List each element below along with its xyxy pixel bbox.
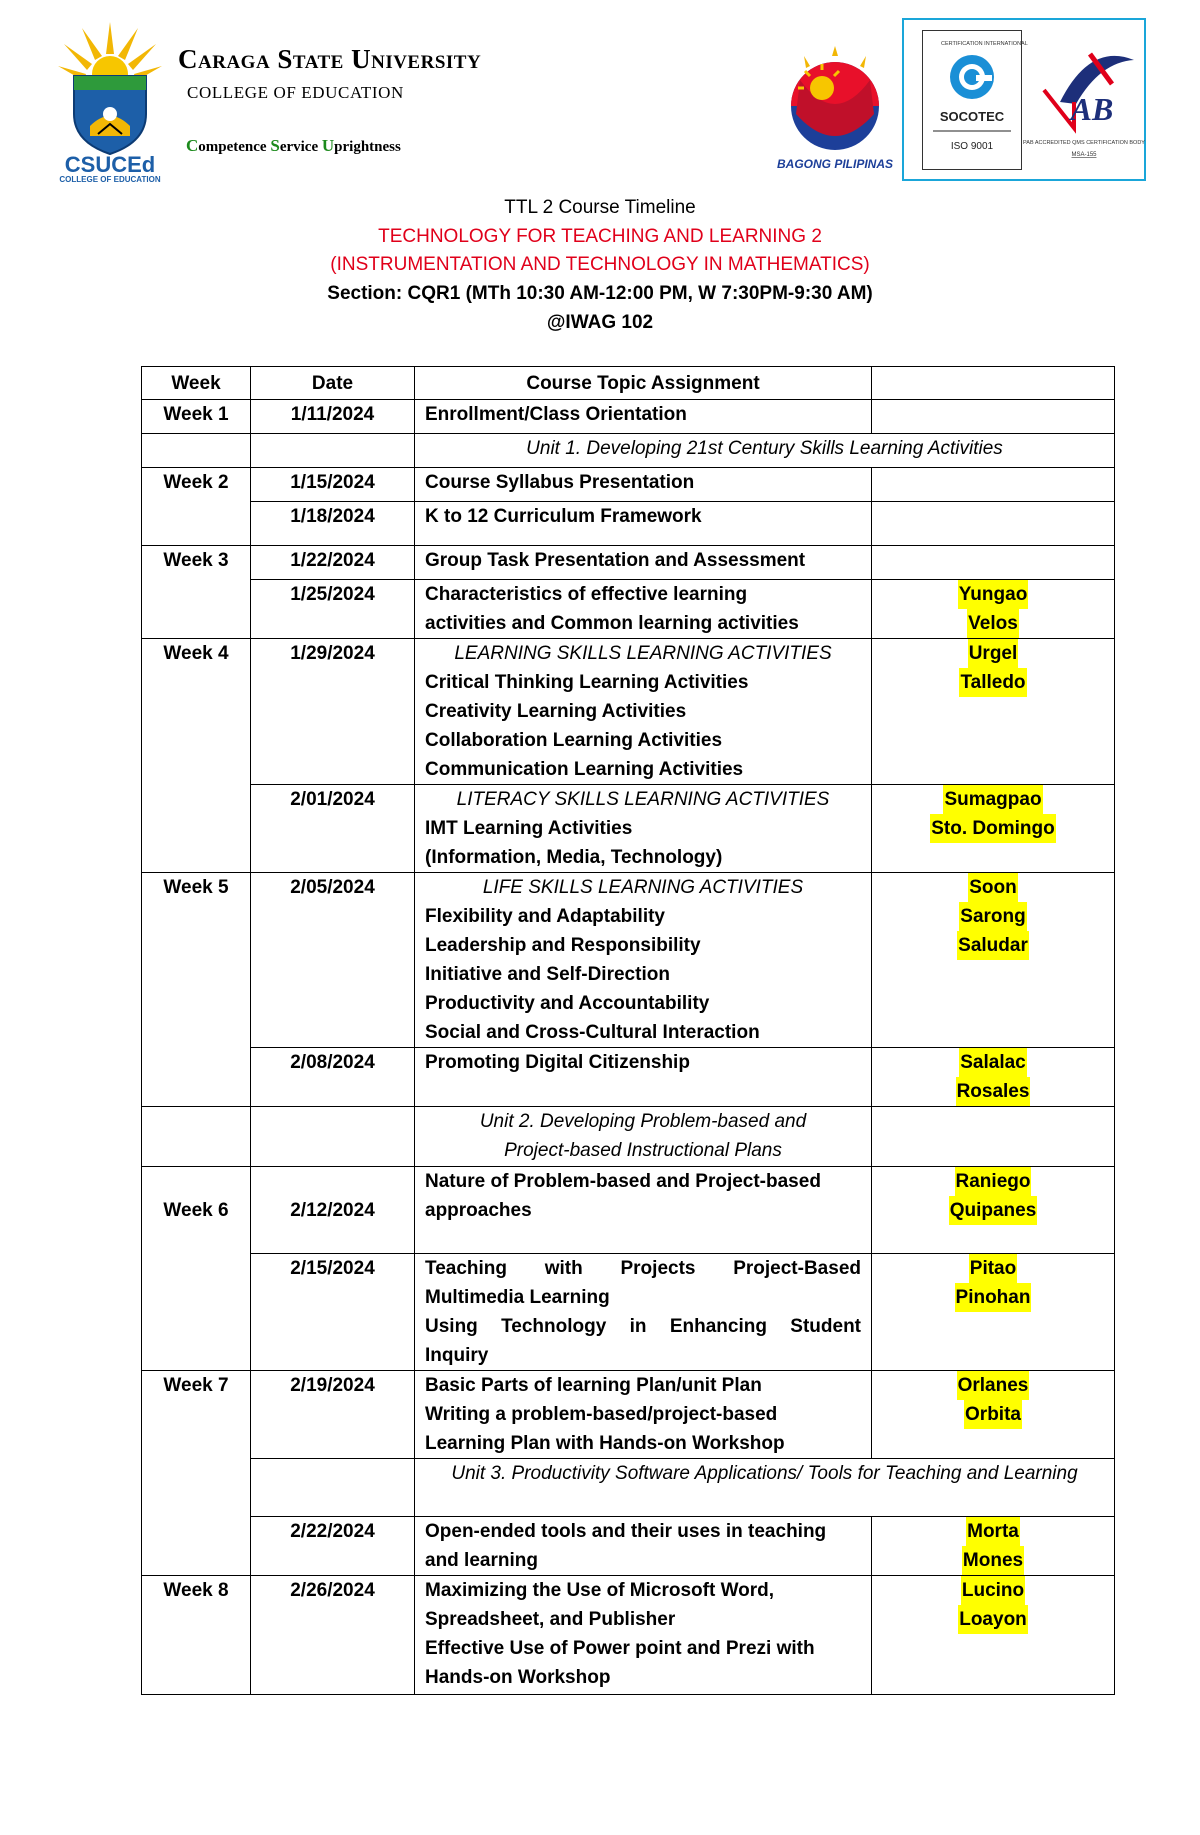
date-cell: 1/25/2024: [251, 580, 415, 639]
topic-line: Effective Use of Power point and Prezi with: [425, 1638, 815, 1659]
topic-line: Promoting Digital Citizenship: [425, 1052, 690, 1073]
topic-subheading: LIFE SKILLS LEARNING ACTIVITIES: [482, 877, 804, 898]
week-cell: Week 5: [142, 873, 251, 1107]
topic-cell: [415, 546, 872, 580]
student-name: Lucino: [961, 1576, 1025, 1605]
week-cell: Week 1: [142, 400, 251, 434]
socotec-name: SOCOTEC: [939, 109, 1005, 124]
topic-line: (Information, Media, Technology): [425, 847, 723, 868]
header-date: Date: [251, 367, 415, 400]
student-name: Yungao: [958, 580, 1029, 609]
letterhead: [0, 0, 1200, 190]
table-row: [142, 1371, 1115, 1459]
header-assignment: [872, 367, 1115, 400]
topic-line: K to 12 Curriculum Framework: [425, 506, 702, 527]
logo-subtitle: COLLEGE OF EDUCATION: [59, 175, 161, 184]
motto-word-3: prightness: [334, 139, 401, 155]
assignment-cell: [872, 1371, 1115, 1459]
topic-line: Characteristics of effective learning: [425, 584, 748, 605]
table-row: [142, 502, 1115, 546]
date-cell: 1/22/2024: [251, 546, 415, 580]
unit-row: [142, 434, 1115, 468]
topic-cell: [415, 639, 872, 785]
unit-heading: [415, 1107, 872, 1167]
topic-subheading: LITERACY SKILLS LEARNING ACTIVITIES: [456, 789, 830, 810]
topic-line: Productivity and Accountability: [425, 993, 710, 1014]
student-name: Urgel: [968, 639, 1019, 668]
course-timeline-table: [141, 366, 1115, 1695]
date-cell: 2/05/2024: [251, 873, 415, 1048]
motto-word-2: ervice: [279, 139, 319, 155]
topic-cell: [415, 1167, 872, 1254]
week-cell: Week 2: [142, 468, 251, 546]
topic-line: Leadership and Responsibility: [425, 935, 701, 956]
topic-cell: [415, 400, 872, 434]
topic-line: Flexibility and Adaptability: [425, 906, 665, 927]
student-name: Sto. Domingo: [930, 814, 1055, 843]
table-header-row: [142, 367, 1115, 400]
topic-line: Critical Thinking Learning Activities: [425, 672, 749, 693]
student-name: Sarong: [959, 902, 1026, 931]
student-name: Pitao: [969, 1254, 1017, 1283]
section-schedule: Section: CQR1 (MTh 10:30 AM-12:00 PM, W 7:30PM-9:30 AM): [327, 283, 873, 304]
unit-heading: Unit 1. Developing 21st Century Skills Learning Activities: [415, 434, 1115, 468]
topic-cell: [415, 468, 872, 502]
student-name: Sumagpao: [943, 785, 1042, 814]
pab-accreditation-logo: [1023, 32, 1145, 172]
assignment-cell: [872, 639, 1115, 785]
assignment-cell: [872, 580, 1115, 639]
topic-line: Maximizing the Use of Microsoft Word,: [425, 1580, 775, 1601]
topic-cell: [415, 1371, 872, 1459]
table-row: [142, 1254, 1115, 1371]
unit-row: [142, 1107, 1115, 1167]
assignment-cell: [872, 400, 1115, 434]
empty-cell: [872, 1107, 1115, 1167]
logo-title: CSUCEd: [64, 152, 156, 177]
topic-line: Initiative and Self-Direction: [425, 964, 670, 985]
topic-cell: [415, 1048, 872, 1107]
topic-line: Enrollment/Class Orientation: [425, 404, 687, 425]
week-cell: Week 4: [142, 639, 251, 873]
week-cell: Week 3: [142, 546, 251, 639]
assignment-cell: [872, 502, 1115, 546]
topic-line: Communication Learning Activities: [425, 759, 744, 780]
csu-ced-logo: [52, 14, 168, 184]
course-subtitle: (INSTRUMENTATION AND TECHNOLOGY IN MATHEMATICS): [330, 254, 870, 275]
college-name: COLLEGE OF EDUCATION: [187, 83, 404, 102]
topic-line: Multimedia Learning: [425, 1287, 610, 1308]
topic-line: Group Task Presentation and Assessment: [425, 550, 806, 571]
student-name: Mones: [962, 1546, 1024, 1575]
empty-cell: [251, 1107, 415, 1167]
assignment-cell: [872, 1517, 1115, 1576]
date-cell: 1/29/2024: [251, 639, 415, 785]
date-cell: 2/15/2024: [251, 1254, 415, 1371]
date-cell: 2/12/2024: [251, 1167, 415, 1254]
assignment-cell: [872, 1048, 1115, 1107]
student-name: Pinohan: [955, 1283, 1032, 1312]
topic-line: and learning: [425, 1550, 538, 1571]
table-row: [142, 546, 1115, 580]
bagong-pilipinas-text: BAGONG PILIPINAS: [776, 157, 894, 171]
week-cell: Week 6: [142, 1167, 251, 1371]
motto-word-1: ompetence: [198, 139, 267, 155]
student-name: Talledo: [959, 668, 1026, 697]
motto-initial-2: S: [270, 136, 280, 155]
assignment-cell: [872, 873, 1115, 1048]
date-cell: 1/18/2024: [251, 502, 415, 546]
student-name: Orlanes: [957, 1371, 1030, 1400]
topic-line: Nature of Problem-based and Project-based: [425, 1171, 821, 1192]
empty-cell: [142, 1107, 251, 1167]
assignment-cell: [872, 1576, 1115, 1695]
topic-line: Open-ended tools and their uses in teaching: [425, 1521, 827, 1542]
topic-cell: [415, 1517, 872, 1576]
week-cell: Week 7: [142, 1371, 251, 1576]
topic-line: Spreadsheet, and Publisher: [425, 1609, 676, 1630]
topic-line: approaches: [425, 1200, 532, 1221]
motto-initial-3: U: [321, 136, 335, 155]
student-name: Velos: [967, 609, 1019, 638]
table-row: [142, 1576, 1115, 1695]
topic-line: Course Syllabus Presentation: [425, 472, 695, 493]
pab-caption: PAB ACCREDITED QMS CERTIFICATION BODY: [1023, 140, 1145, 146]
student-name: Orbita: [964, 1400, 1022, 1429]
room: @IWAG 102: [546, 312, 654, 333]
date-cell: 2/19/2024: [251, 1371, 415, 1459]
socotec-iso: ISO 9001: [950, 141, 994, 152]
topic-subheading: LEARNING SKILLS LEARNING ACTIVITIES: [454, 643, 832, 664]
topic-cell: [415, 1254, 872, 1371]
topic-cell: [415, 785, 872, 873]
topic-line: Creativity Learning Activities: [425, 701, 687, 722]
topic-line: Using Technology in Enhancing Student: [425, 1316, 861, 1337]
table-row: [142, 1167, 1115, 1254]
date-cell: 2/26/2024: [251, 1576, 415, 1695]
course-title: TECHNOLOGY FOR TEACHING AND LEARNING 2: [378, 226, 822, 247]
date-cell: 1/15/2024: [251, 468, 415, 502]
week-cell: Week 8: [142, 1576, 251, 1695]
certification-box: [902, 18, 1146, 181]
topic-cell: [415, 1576, 872, 1695]
unit-heading-line: Unit 2. Developing Problem-based and: [479, 1111, 807, 1132]
date-cell: 1/11/2024: [251, 400, 415, 434]
topic-line: Social and Cross-Cultural Interaction: [425, 1022, 760, 1043]
assignment-cell: [872, 546, 1115, 580]
document-title: TTL 2 Course Timeline: [504, 197, 696, 218]
table-row: [142, 468, 1115, 502]
topic-line: Teaching with Projects Project-Based: [425, 1258, 861, 1279]
bagong-pilipinas-logo: [770, 40, 900, 175]
assignment-cell: [872, 468, 1115, 502]
unit-row: [142, 1459, 1115, 1517]
topic-line: Writing a problem-based/project-based: [425, 1404, 778, 1425]
motto: [186, 136, 401, 156]
topic-line: Hands-on Workshop: [425, 1667, 611, 1688]
topic-line: Basic Parts of learning Plan/unit Plan: [425, 1375, 762, 1396]
table-row: [142, 785, 1115, 873]
header-week: Week: [142, 367, 251, 400]
pab-code: MSA-155: [1071, 152, 1097, 158]
assignment-cell: [872, 1254, 1115, 1371]
table-row: [142, 639, 1115, 785]
header-topic: Course Topic Assignment: [415, 367, 872, 400]
university-name: Caraga State University: [178, 44, 482, 74]
student-name: Salalac: [959, 1048, 1027, 1077]
empty-cell: [142, 434, 251, 468]
empty-cell: [251, 434, 415, 468]
student-name: Saludar: [957, 931, 1029, 960]
socotec-arc-text: CERTIFICATION INTERNATIONAL: [941, 41, 1028, 47]
motto-initial-1: C: [186, 136, 199, 155]
topic-cell: [415, 502, 872, 546]
date-cell: 2/01/2024: [251, 785, 415, 873]
topic-cell: [415, 580, 872, 639]
topic-cell: [415, 873, 872, 1048]
pab-letters: AB: [1070, 91, 1114, 127]
table-row: [142, 400, 1115, 434]
student-name: Raniego: [955, 1167, 1032, 1196]
topic-line: IMT Learning Activities: [425, 818, 633, 839]
table-row: [142, 1048, 1115, 1107]
date-cell: 2/22/2024: [251, 1517, 415, 1576]
student-name: Morta: [966, 1517, 1020, 1546]
topic-line: Collaboration Learning Activities: [425, 730, 723, 751]
topic-line: Learning Plan with Hands-on Workshop: [425, 1433, 785, 1454]
student-name: Quipanes: [949, 1196, 1038, 1225]
student-name: Rosales: [956, 1077, 1031, 1106]
assignment-cell: [872, 1167, 1115, 1254]
student-name: Soon: [968, 873, 1018, 902]
unit-heading: Unit 3. Productivity Software Applications/ Tools for Teaching and Learning: [415, 1459, 1115, 1517]
table-row: [142, 580, 1115, 639]
table-row: [142, 873, 1115, 1048]
unit-heading-line: Project-based Instructional Plans: [504, 1140, 782, 1161]
student-name: Loayon: [958, 1605, 1028, 1634]
assignment-cell: [872, 785, 1115, 873]
topic-line: activities and Common learning activities: [425, 613, 799, 634]
table-row: [142, 1517, 1115, 1576]
date-cell: 2/08/2024: [251, 1048, 415, 1107]
socotec-certification-logo: [922, 30, 1028, 170]
topic-line: Inquiry: [425, 1345, 489, 1366]
empty-cell: [251, 1459, 415, 1517]
